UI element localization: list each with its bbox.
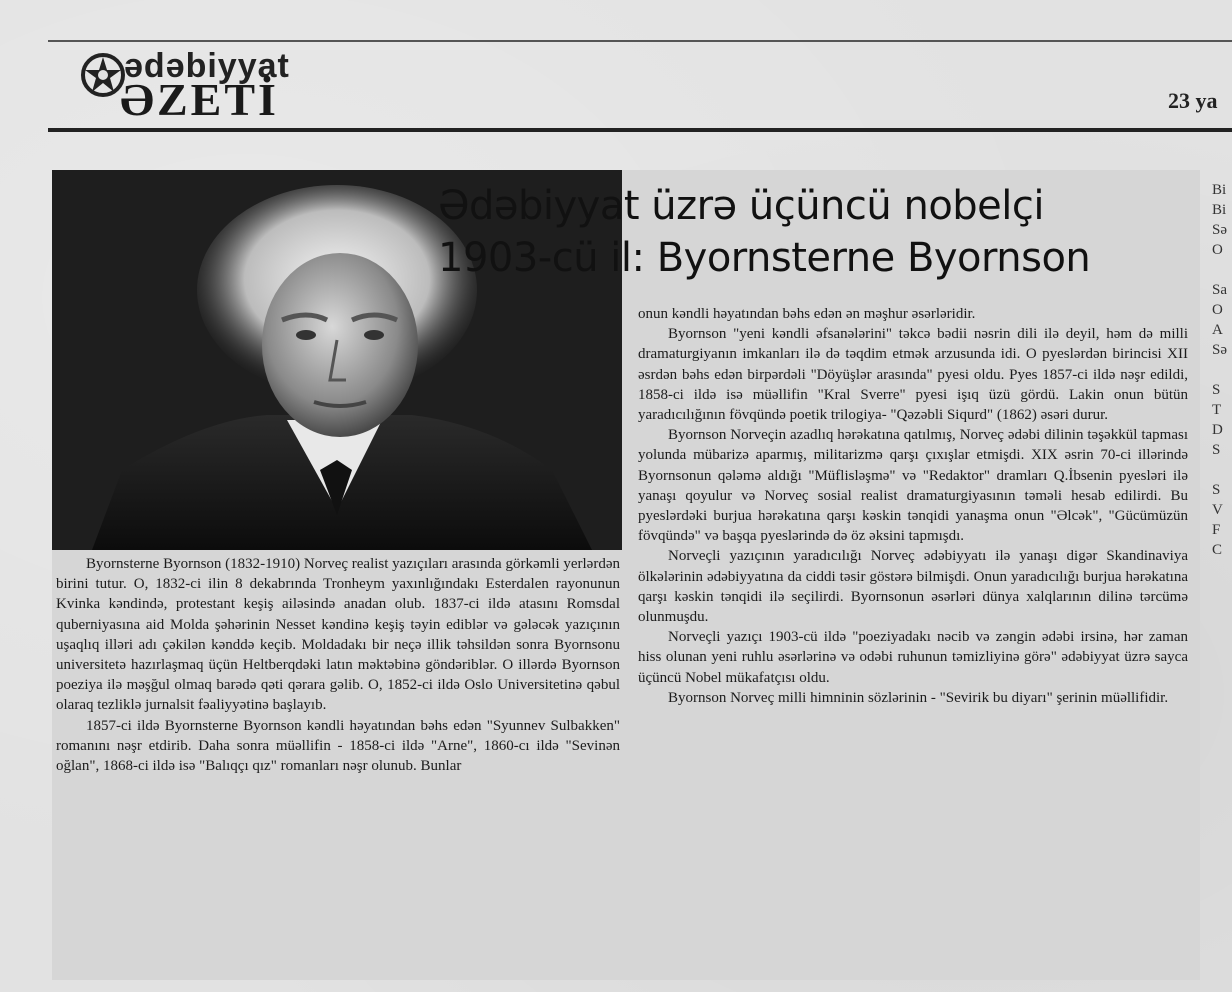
right-paragraph-2: Byornson "yeni kəndli əfsanələrini" təkcə bədii nəsrin dili ilə deyil, həm də milli dramaturgiyanın imkanları ilə də təqdim etmək arzusunda idi. O pyeslərdən birincisi XII əsrdən bəhs edən birpərdəli "Döyüşlər arasında" pyesi oldu. Pyes 1857-ci ildə nəşr edildi, 1858-ci ildə isə müəllifin "Kral Sverre" pyesi işıq üzü gördü. Lakin onun bütün yaradıcılığının fövqündə poetik trilogiya- "Qəzəbli Siqurd" (1862) əsəri durur. bbox=[638, 326, 1188, 424]
edge-fragment bbox=[1212, 260, 1232, 280]
headline-line2: 1903-cü il: Byornsterne Byornson bbox=[438, 235, 1091, 281]
masthead bbox=[80, 48, 340, 124]
edge-fragment: F bbox=[1212, 522, 1221, 538]
edge-fragment: Bi bbox=[1212, 182, 1227, 198]
edge-fragment: C bbox=[1212, 542, 1223, 558]
right-paragraph-1: onun kəndli həyatından bəhs edən ən məşhur əsərləridir. bbox=[638, 306, 976, 322]
left-paragraph-2: 1857-ci ildə Byornsterne Byornson kəndli həyatından bəhs edən "Syunnev Sulbakken" romanını nəşr etdirib. Daha sonra müəllifin - 1858-ci ildə "Arne", 1860-cı ildə "Sevinən oğlan", 1868-ci ildə isə "Balıqçı qız" romanları nəşr olunub. Bunlar bbox=[56, 717, 620, 775]
left-paragraph-1: Byornsterne Byornson (1832-1910) Norveç realist yazıçıları arasında görkəmli yerlərdən birini tutur. O, 1832-ci ilin 8 dekabrında Tronheym yaxınlığındakı Esterdalen rayonunun Kvinka kəndində, protestant keşiş ailəsində anadan olub. 1837-ci ildə atasını Romsdal quberniyasına aid Molda şəhərinin Nesset kəndinə keşiş təyin ediblər və gələcək yazıçının uşaqlıq illəri adı çəkilən kənddə keçib. Moldadakı bir neçə illik təhsildən sonra Byornsonu universitetə hazırlaşmaq üçün Heltberqdəki latın məktəbinə göndəriblər. O illərdə Byornson poeziya ilə məşğul olmaq barədə qəti qərara gəlib. O, 1852-ci ildə Oslo Universitetinə qəbul olaraq tezliklə jurnalsit fəaliyyətinə başlayıb. bbox=[56, 556, 620, 714]
edge-fragment: S bbox=[1212, 442, 1221, 458]
edge-fragment bbox=[1212, 360, 1232, 380]
edge-fragment: A bbox=[1212, 322, 1223, 338]
article bbox=[52, 170, 1200, 980]
headline-line1: Ədəbiyyat üzrə üçüncü nobelçi bbox=[438, 183, 1045, 229]
right-paragraph-6: Byornson Norveç milli himninin sözlərinin - "Sevirik bu diyarı" şerinin müəllifidir. bbox=[668, 689, 1169, 706]
right-paragraph-3: Byornson Norveçin azadlıq hərəkatına qatılmış, Norveç ədəbi dilinin təşəkkül tapması yolunda mübarizə aparmış, militarizmə qarşı çıxışlar etmişdi. XIX əsrin 70-ci illərində Byornsonun qələmə aldığı "Müflisləşmə" və "Redaktor" dramları Q.İbsenin pyesləri ilə yanaşı qoyulur və Norveç sosial realist dramaturgiyasının təməli hesab edilirdi. Bu pyeslərdəki burjua hərəkatına qarşı kəskin tənqidi yanaşma onun "Əlcək", "Gücümüzün fövqündə" və başqa pyeslərində də öz əksini tapmışdı. bbox=[638, 427, 1188, 545]
right-paragraph-4: Norveçli yazıçının yaradıcılığı Norveç ədəbiyyatı ilə yanaşı digər Skandinaviya ölkələrinin ədəbiyyatına da ciddi təsir göstərə bilmişdi. Onun yaradıcılığı burjua hərəkatına qarşı kəskin tənqidi ilə seçilirdi. Byornsonun əsərləri dünya xalqlarının dilinə tərcümə olunmuşdu. bbox=[638, 548, 1188, 626]
top-rule bbox=[48, 40, 1232, 42]
edge-fragment: V bbox=[1212, 502, 1223, 518]
masthead-line2: ƏZETİ bbox=[120, 74, 279, 125]
issue-date: 23 ya bbox=[1168, 88, 1218, 113]
edge-fragment: Sə bbox=[1212, 342, 1227, 358]
header-rule bbox=[48, 128, 1232, 132]
masthead-line1: ədəbiyyat bbox=[124, 47, 290, 85]
edge-fragment: Bi bbox=[1212, 202, 1227, 218]
right-text-column bbox=[638, 304, 1188, 708]
edge-fragment bbox=[1212, 460, 1232, 480]
edge-fragment: S bbox=[1212, 482, 1221, 498]
edge-fragment: Sa bbox=[1212, 282, 1227, 298]
adjacent-column-fragments bbox=[1212, 180, 1232, 560]
edge-fragment: S bbox=[1212, 382, 1221, 398]
edge-fragment: T bbox=[1212, 402, 1222, 418]
edge-fragment: O bbox=[1212, 242, 1223, 258]
right-paragraph-5: Norveçli yazıçı 1903-cü ildə "poeziyadakı nəcib və zəngin ədəbi irsinə, hər zaman hiss olunan yeni ruhlu əsərlərinə və odəbi ruhunun təmizliyinə görə" ədəbiyyat üzrə sayca üçüncü Nobel mükafatçısı oldu. bbox=[638, 629, 1188, 686]
edge-fragment: Sə bbox=[1212, 222, 1227, 238]
edge-fragment: D bbox=[1212, 422, 1223, 438]
edge-fragment: O bbox=[1212, 302, 1223, 318]
article-headline bbox=[438, 180, 1198, 284]
left-text-column bbox=[56, 554, 620, 776]
